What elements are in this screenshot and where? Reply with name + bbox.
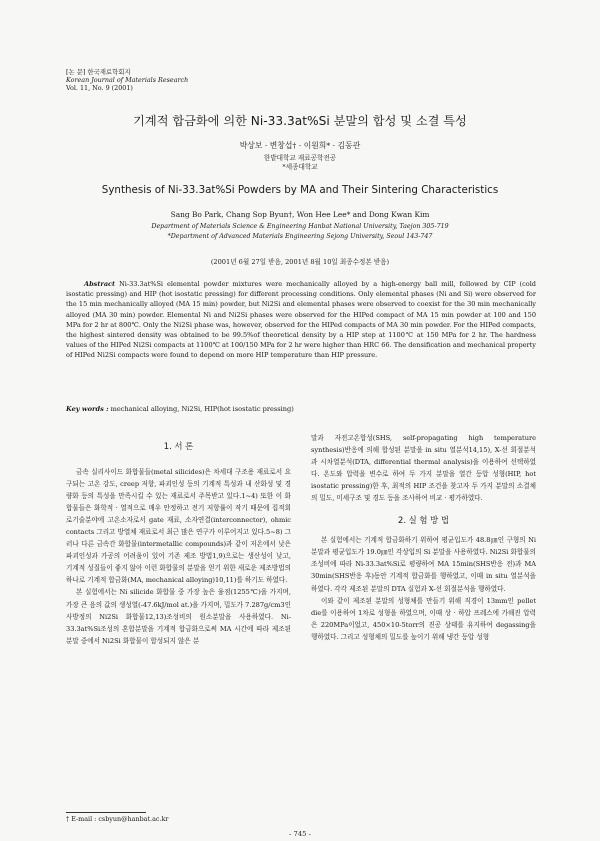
- affiliation-en-line1: Department of Materials Science & Engineering Hanbat National University, Taejon 305-719: [151, 223, 449, 230]
- affiliation-en-line2: *Department of Advanced Materials Engineering Sejong University, Seoul 143-747: [167, 232, 433, 240]
- affiliation-english: [0, 222, 600, 241]
- journal-name-en: Korean Journal of Materials Research: [66, 76, 189, 85]
- title-korean: 기계적 합금화에 의한 Ni-33.3at%Si 분말의 합성 및 소결 특성: [133, 114, 467, 128]
- affiliation-korean: [0, 154, 600, 172]
- section2-paragraph: 이와 같이 제조된 분말의 성형체를 만들기 위해 직경이 13mm인 pellet die를 이용하여 1차로 성형을 하였으며, 이때 상 · 하압 프레스에 가해진 압력은 220MPa이었고, 450×10-5torr의 진공 상태를 유지하여 degassing을 행하였다. 그리고 성형체의 밀도를 높이기 위해 냉간 등압 성형: [311, 596, 536, 641]
- page-number: - 745 -: [289, 830, 311, 838]
- right-col-paragraph: 말과 자전고온합성(SHS, self-propagating high temperature synthesis)반응에 의해 합성된 분말을 in situ 열분석14,15), X-선 회절분석과 시차열분석(DTA, differential thermal analysis)을 이용하여 선택하였다. 온도와 압력을 변수로 하여 두 가지 분말을 열간 등압 성형(HIP, hot isostatic pressing)한 후, 최적의 HIP 조건을 찾고자 두 가지 분말의 소결체의 밀도, 미세구조 및 경도 등을 조사하여 비교 · 평가하였다.: [311, 434, 536, 503]
- authors-korean: 박상보 · 변창섭† · 이원희* · 김동관: [239, 141, 361, 150]
- keywords-text: mechanical alloying, Ni2Si, HIP(hot isostatic pressing): [110, 405, 294, 413]
- abstract: [66, 279, 536, 361]
- section1-paragraph: 금속 실리사이드 화합물들(metal silicides)은 차세대 구조용 재료로서 요구되는 고온 강도, creep 저항, 파괴인성 등의 기계적 특성과 내 산화성 및 경량화 등의 특성을 만족시킬 수 있는 재료로서 주목받고 있다.1~4) 또한 이 화합물들은 화학적 · 열적으로 매우 안정하고 전기 저항률이 작기 때문에 집적회로기술분야에 고온소자로서 gate 재료, 소자연결(interconnector), ohmic contacts 그리고 방열체 재료로서 최근 많은 연구가 이루어지고 있다.5~8) 그러나 다른 금속간 화합물(intermetallic compounds)과 같이 저온에서 낮은 파괴인성과 가공의 어려움이 있어 기존 제조 방법1,9)으로는 생산성이 낮고, 기계적 성질들이 좋지 않아 이런 화합물의 분말을 얻기 위한 새로운 제조방법의 하나로 기계적 합금화(MA, mechanical alloying)10,11)를 하기도 하였다.: [66, 468, 291, 585]
- section2-heading: 2. 실 험 방 법: [398, 515, 449, 526]
- keywords: [66, 405, 536, 413]
- footnote-email: † E-mail : csbyun@hanbat.ac.kr: [66, 815, 169, 823]
- abstract-text: Ni-33.3at%Si elemental powder mixtures were mechanically alloyed by a high-energy ball mill, followed by CIP (cold isostatic pressing) and HIP (hot isostatic pressing) for different processing conditions. Only elemental phases (Ni and Si) were observed for the 15 min mechanically alloyed (MA 15 min) powder, but Ni2Si and elemental phases were observed to coexist for the 30 min mechanically alloyed (MA 30 min) powder. Elemental Ni and Ni2Si phases were observed for the HIPed compact of MA 15 min powder at 100 and 150 MPa for 2 hr at 800℃. Only the Ni2Si phase was, however, observed for the HIPed compacts of MA 30 min powder. For the HIPed compacts, the highest sintered density was obtained to be 99.5%of theoretical density by a HIP step at 1100℃ at 150 MPa for 2 hr. The hardness values of the HIPed Ni2Si compacts at 1100℃ at 100/150 MPa for 2 hr were higher than HRC 66. The densification and mechanical property of HIPed Ni2Si compacts were found to depend on more HIP temperature than HIP pressure.: [66, 280, 536, 360]
- section2-paragraph: 본 실험에서는 기계적 합금화하기 위하여 평균입도가 48.8㎛인 구형의 Ni분말과 평균입도가 19.0㎛인 각상입의 Si 분말을 사용하였다. Ni2Si 화합물의 조성비에 따라 Ni-33.3at%Si로 평량하여 MA 15min(SHS반응 전)과 MA 30min(SHS반응 후)동안 기계적 합금화를 행하였고, 이때 in situ 열분석을 하였다. 각각 제조된 분말의 DTA 실험과 X-선 회절분석을 행하였다.: [311, 536, 536, 593]
- journal-header: [66, 68, 188, 93]
- section1-heading: 1. 서 론: [163, 441, 194, 451]
- authors-english: Sang Bo Park, Chang Sop Byun†, Won Hee Lee* and Dong Kwan Kim: [170, 210, 430, 219]
- title-english: Synthesis of Ni-33.3at%Si Powders by MA and Their Sintering Characteristics: [101, 184, 499, 196]
- section1-paragraph: 본 실험에서는 Ni silicide 화합물 중 가장 높은 융점(1255℃)을 가지며, 가장 큰 음의 값의 생성열(-47.6kJ/mol at.)을 가지며, 밀도가 7.287g/cm3인 사방정의 Ni2Si 화합물12,13)조성비의 원소분말을 사용하였다. Ni-33.3at%Si조성의 혼합분말을 기계적 합금화으로써 MA 시간에 따라 제조된 분말 중에서 Ni2Si 화합물이 합성되지 않은 분: [66, 588, 291, 645]
- right-column: [311, 432, 536, 643]
- affiliation-kr-line2: *세종대학교: [282, 163, 318, 171]
- left-column: [66, 466, 291, 647]
- journal-name-kr: [논 문] 한국재료학회지: [66, 68, 131, 76]
- received-date: (2001년 6월 27일 받음, 2001년 8월 10일 최종수정본 받음): [210, 258, 390, 266]
- abstract-label: Abstract: [84, 280, 116, 288]
- journal-volume: Vol. 11, No. 9 (2001): [66, 84, 133, 93]
- keywords-label: Key words :: [66, 405, 109, 413]
- affiliation-kr-line1: 한밭대학교 재료공학전공: [263, 154, 337, 162]
- footnote-rule: [66, 812, 146, 813]
